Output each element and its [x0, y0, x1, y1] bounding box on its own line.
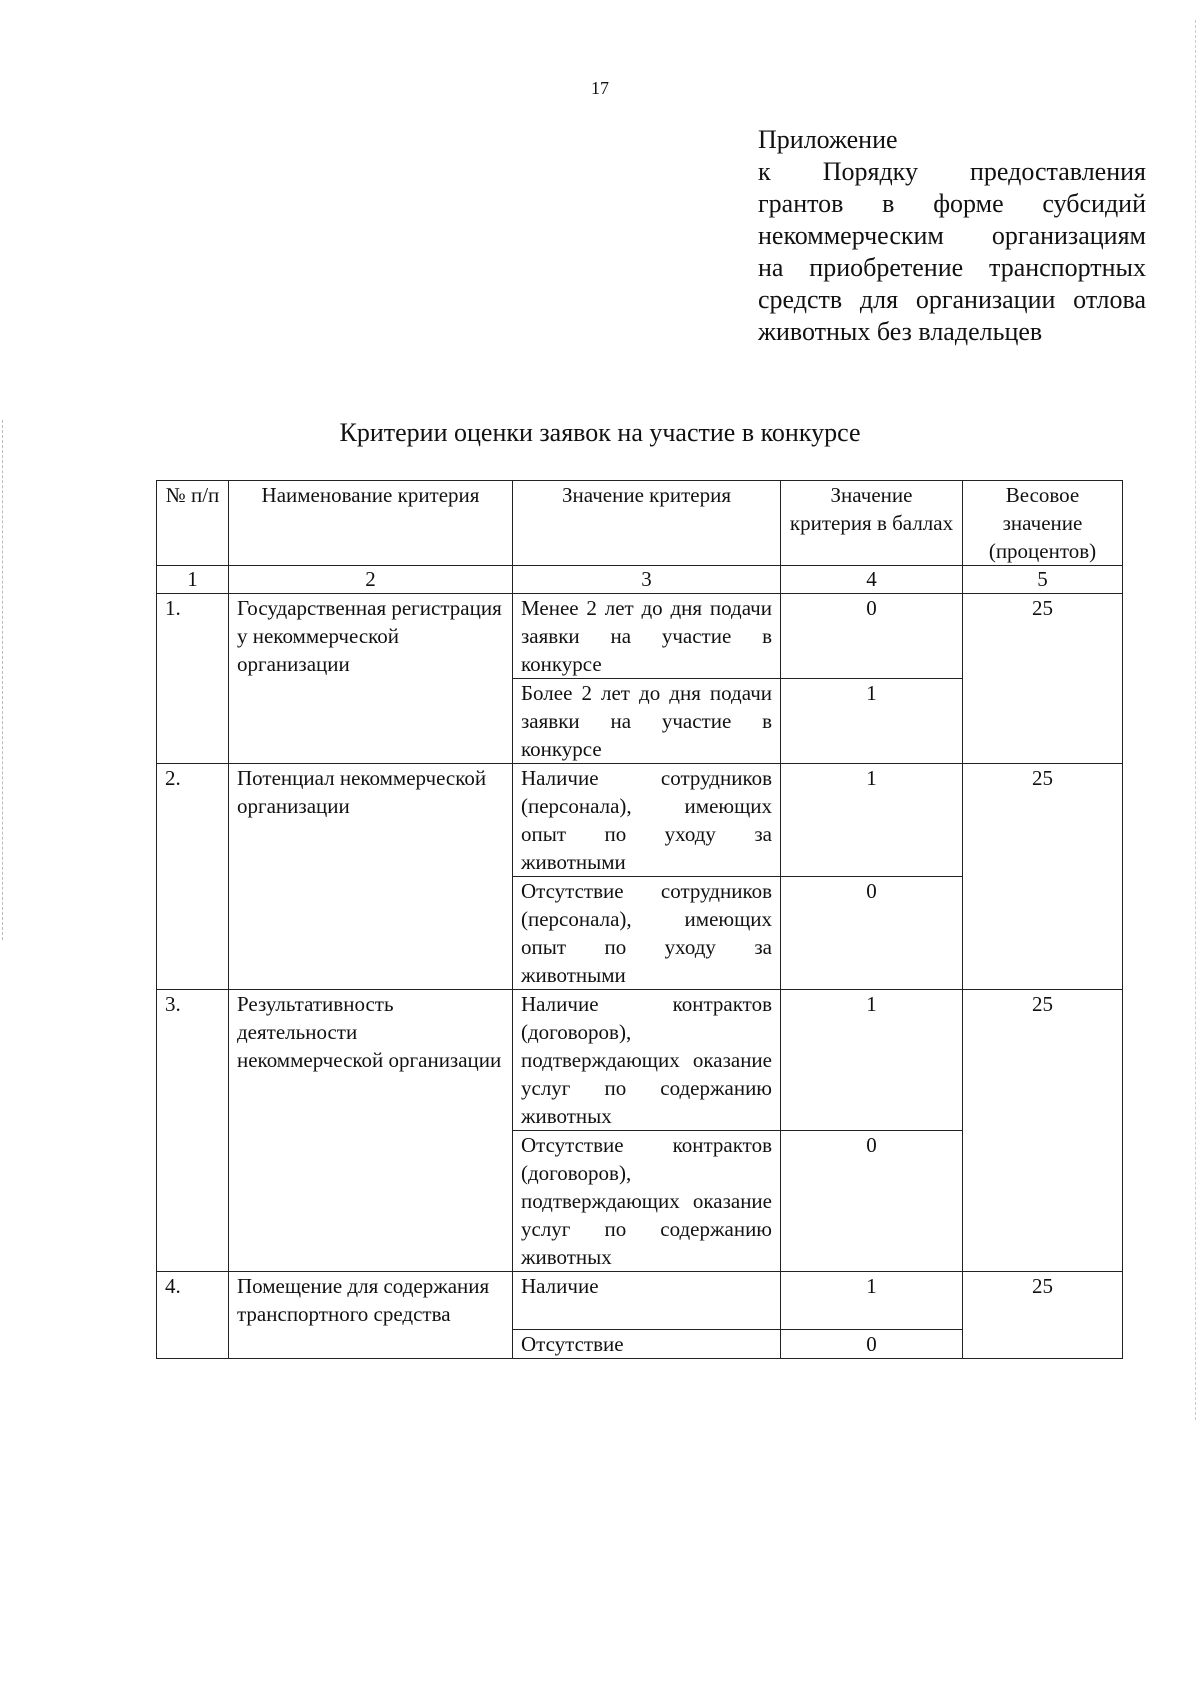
- header-num: № п/п: [157, 481, 229, 566]
- criterion-weight: 25: [963, 1272, 1123, 1359]
- appendix-note: [758, 124, 1146, 348]
- criterion-number: 2.: [157, 764, 229, 990]
- criterion-weight: 25: [963, 764, 1123, 990]
- table-row: [157, 764, 1123, 877]
- criterion-name: Результативность деятельности некоммерческой организации: [229, 990, 513, 1272]
- criterion-value: Более 2 лет до дня подачи заявки на участие в конкурсе: [513, 679, 781, 764]
- criterion-value: Наличие: [513, 1272, 781, 1330]
- column-number: 4: [781, 566, 963, 594]
- criterion-number: 1.: [157, 594, 229, 764]
- criterion-weight: 25: [963, 990, 1123, 1272]
- appendix-line: средств для организации отлова: [758, 285, 1146, 314]
- column-number: 1: [157, 566, 229, 594]
- table-row: [157, 1272, 1123, 1330]
- appendix-line: животных без владельцев: [758, 317, 1043, 346]
- criterion-number: 4.: [157, 1272, 229, 1359]
- table-row: [157, 990, 1123, 1131]
- column-number: 5: [963, 566, 1123, 594]
- criterion-value: Отсутствие сотрудников (персонала), имеющих опыт по уходу за животными: [513, 877, 781, 990]
- appendix-line: некоммерческим организациям: [758, 221, 1146, 250]
- criterion-value: Отсутствие: [513, 1330, 781, 1359]
- header-points: Значение критерия в баллах: [781, 481, 963, 566]
- criterion-weight: 25: [963, 594, 1123, 764]
- scan-margin-mark-right: [1195, 20, 1198, 1420]
- criterion-value: Наличие сотрудников (персонала), имеющих опыт по уходу за животными: [513, 764, 781, 877]
- document-title: Критерии оценки заявок на участие в конкурсе: [339, 418, 861, 447]
- criterion-name: Государственная регистрация у некоммерческой организации: [229, 594, 513, 764]
- column-number: 2: [229, 566, 513, 594]
- criterion-points: 1: [781, 679, 963, 764]
- criterion-value: Менее 2 лет до дня подачи заявки на участие в конкурсе: [513, 594, 781, 679]
- appendix-line: Приложение: [758, 125, 898, 154]
- scan-margin-mark: [2, 420, 5, 940]
- criterion-points: 0: [781, 594, 963, 679]
- criterion-points: 0: [781, 1131, 963, 1272]
- criteria-table: [156, 480, 1123, 1359]
- table-row: [157, 594, 1123, 679]
- column-number: 3: [513, 566, 781, 594]
- criterion-name: Потенциал некоммерческой организации: [229, 764, 513, 990]
- appendix-line: к Порядку предоставления: [758, 157, 1146, 186]
- table-header-row: [157, 481, 1123, 566]
- criterion-points: 0: [781, 877, 963, 990]
- header-value: Значение критерия: [513, 481, 781, 566]
- appendix-line: на приобретение транспортных: [758, 253, 1146, 282]
- criterion-number: 3.: [157, 990, 229, 1272]
- criterion-value: Отсутствие контрактов (договоров), подтверждающих оказание услуг по содержанию животных: [513, 1131, 781, 1272]
- criterion-name: Помещение для содержания транспортного средства: [229, 1272, 513, 1359]
- appendix-line: грантов в форме субсидий: [758, 189, 1146, 218]
- column-number-row: [157, 566, 1123, 594]
- criterion-points: 1: [781, 764, 963, 877]
- criterion-points: 1: [781, 1272, 963, 1330]
- criterion-points: 1: [781, 990, 963, 1131]
- page-number: 17: [591, 78, 609, 98]
- criterion-points: 0: [781, 1330, 963, 1359]
- criterion-value: Наличие контрактов (договоров), подтверждающих оказание услуг по содержанию животных: [513, 990, 781, 1131]
- header-name: Наименование критерия: [229, 481, 513, 566]
- header-weight: Весовое значение (процентов): [963, 481, 1123, 566]
